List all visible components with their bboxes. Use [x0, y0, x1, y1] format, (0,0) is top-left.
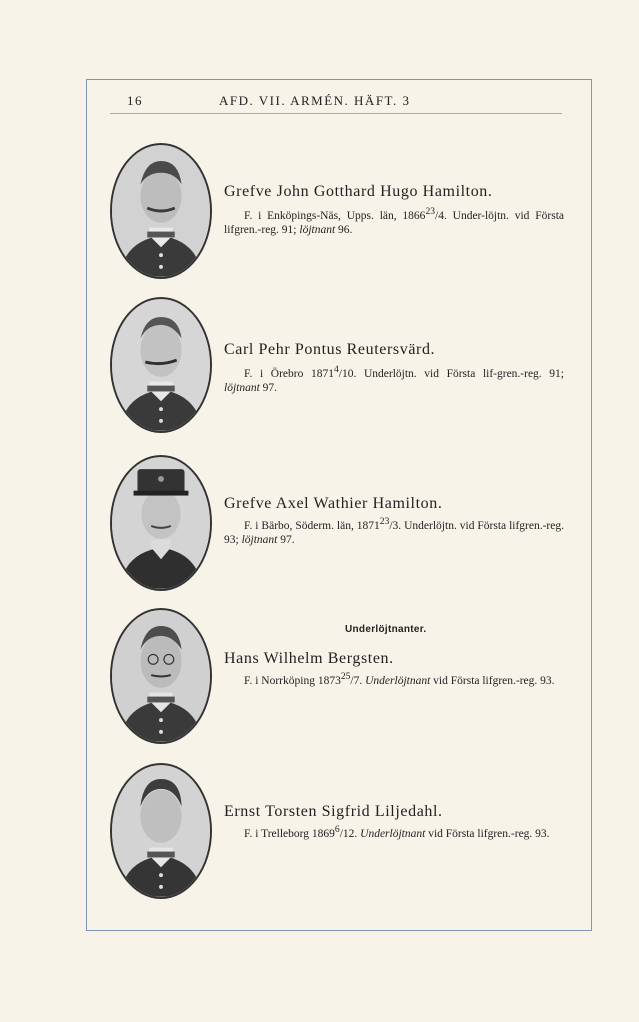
- entry-bio: F. i Bärbo, Söderm. län, 1871$^{23}$/3. Underlöjtn. vid Första lifgren.-reg. 93; löjtnant 97.: [224, 516, 564, 546]
- page-header: [127, 93, 564, 115]
- portrait-figure-icon: [112, 457, 210, 589]
- portrait-image: [110, 608, 212, 744]
- entry-name: Carl Pehr Pontus Reutersvärd.: [224, 341, 436, 358]
- entry-bio: F. i Norrköping 1873$^{25}$/7. Underlöjtnant vid Första lifgren.-reg. 93.: [244, 671, 555, 687]
- portrait-image: [110, 143, 212, 279]
- portrait-figure-icon: [112, 610, 210, 742]
- entry-bio: F. i Trelleborg 1869$^6$/12. Underlöjtnant vid Första lifgren.-reg. 93.: [244, 824, 550, 840]
- entry-name: Hans Wilhelm Bergsten.: [224, 650, 394, 667]
- portrait-image: [110, 297, 212, 433]
- entry-name: Grefve John Gotthard Hugo Hamilton.: [224, 183, 493, 200]
- portrait-figure-icon: [112, 145, 210, 277]
- portrait-figure-icon: [112, 299, 210, 431]
- entry-bio: F. i Örebro 1871$^4$/10. Underlöjtn. vid Första lif-gren.-reg. 91; löjtnant 97.: [224, 364, 564, 394]
- entry-bio: F. i Enköpings-Näs, Upps. län, 1866$^{23}$/4. Under-löjtn. vid Första lifgren.-reg. 91; löjtnant 96.: [224, 206, 564, 236]
- portrait-figure-icon: [112, 765, 210, 897]
- portrait-image: [110, 455, 212, 591]
- section-heading: Underlöjtnanter.: [345, 624, 427, 635]
- header-rule: [110, 113, 562, 114]
- running-head: AFD. VII. ARMÉN. HÄFT. 3: [219, 93, 411, 108]
- entry-name: Ernst Torsten Sigfrid Liljedahl.: [224, 803, 443, 820]
- portrait-image: [110, 763, 212, 899]
- entry-name: Grefve Axel Wathier Hamilton.: [224, 495, 443, 512]
- page-number: 16: [127, 93, 143, 108]
